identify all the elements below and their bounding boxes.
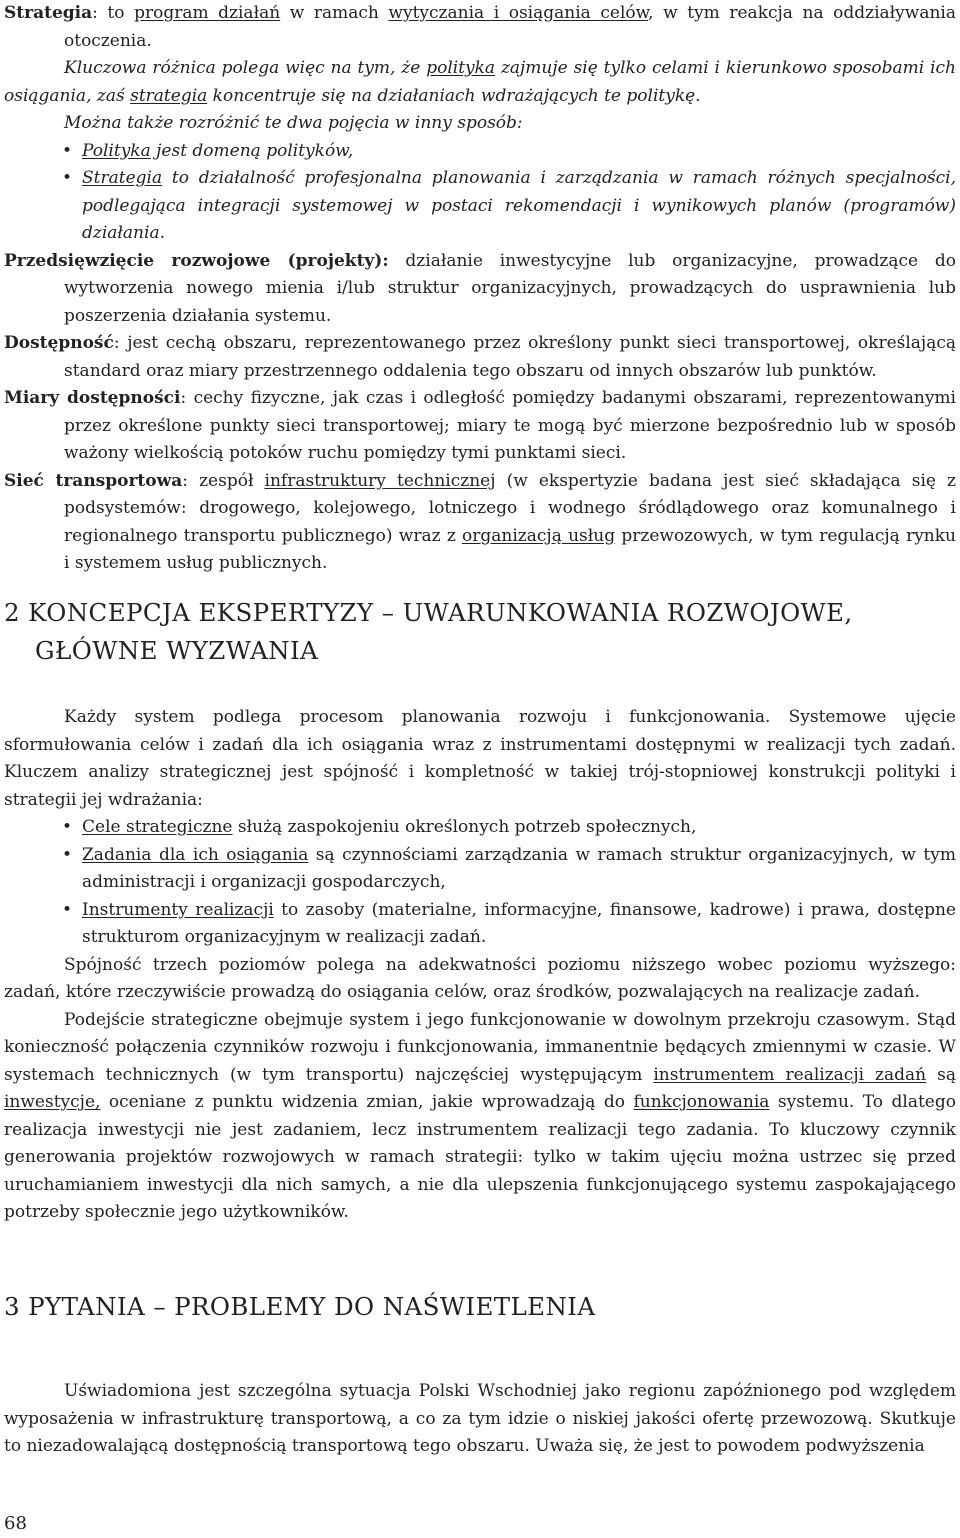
text: w ramach <box>280 3 389 23</box>
text: przewozowych, w tym regulacją rynku i systemem usług publicznych. <box>64 525 957 573</box>
paragraph: Każdy system podlega procesom planowania rozwoju i funkcjonowania. Systemowe ujęcie sformułowania celów i zadań dla ich osiągania wraz z instrumentami dostępnymi w realizacji tych zadań. Kluczem analizy strategicznej jest spójność i kompletność w takiej trój-stopniowej konstrukcji polityki i strategii jej wdrażania: <box>4 707 956 810</box>
text: służą zaspokojeniu określonych potrzeb społecznych, <box>232 817 697 837</box>
underlined-phrase: Zadania dla ich osiągania <box>82 844 309 865</box>
bullet-icon: • <box>62 899 73 920</box>
definition-strategia <box>4 0 956 55</box>
definition-przedsiewziecie <box>4 248 956 331</box>
definition-dostepnosc <box>4 330 956 385</box>
text: to działalność profesjonalna planowania i zarządzania w ramach różnych specjalności, podlegająca integracji systemowej w postaci rekomendacji i wynikowych planów (programów) działania. <box>82 168 956 243</box>
text: oceniane z punktu widzenia zmian, jakie wprowadzają do <box>100 1092 634 1112</box>
text: są <box>926 1064 956 1085</box>
text: : zespół <box>182 470 265 491</box>
text: : cechy fizyczne, jak czas i odległość pomiędzy badanymi obszarami, reprezentowanymi przez określone punkty sieci transportowej; miary te mogą być mierzone bezpośrednio lub w sposób ważony wielkością potoków ruchu pomiędzy tymi punktami sieci. <box>64 388 956 463</box>
underlined-phrase: wytyczania i osiągania celów <box>388 3 649 23</box>
bullet-icon: • <box>62 844 73 865</box>
bullet-icon: • <box>62 168 73 188</box>
definition-siec-transportowa <box>4 468 956 578</box>
paragraph <box>4 1007 956 1227</box>
bullet-list <box>4 814 956 952</box>
underlined-phrase: funkcjonowania <box>633 1092 770 1112</box>
underlined-phrase: program działań <box>134 3 281 23</box>
underlined-phrase: strategia <box>130 85 208 106</box>
definition-miary-dostepnosci <box>4 385 956 468</box>
bullet-icon: • <box>62 817 73 837</box>
paragraph: Uświadomiona jest szczególna sytuacja Polski Wschodniej jako regionu zapóźnionego pod względem wyposażenia w infrastrukturę transportową, a co za tym idzie o niskiej jakości ofertę przewozową. Skutkuje to niezadowalającą dostępnością transportową tego obszaru. Uważa się, że jest to powodem podwyższenia <box>4 1381 956 1456</box>
underlined-phrase: Strategia <box>82 168 163 188</box>
text: Podejście strategiczne obejmuje system i jego funkcjonowanie w dowolnym przekroju czasowym. Stąd konieczność połączenia czynników rozwoju i funkcjonowania, immanentnie będących zmiennymi w czasie. W systemach technicznych (w tym transportu) najczęściej występującym <box>4 1009 956 1085</box>
list-item <box>4 842 956 897</box>
term-przedsiewziecie: Przedsięwzięcie rozwojowe (projekty): <box>4 250 389 271</box>
text: : to <box>92 3 135 23</box>
document-page <box>4 0 956 578</box>
heading-line: GŁÓWNE WYZWANIA <box>35 636 319 665</box>
text: systemu. To dlatego realizacja inwestycji nie jest zadaniem, lecz instrumentem realizacji tego zadania. To kluczowy czynnik generowania projektów rozwojowych w ramach strategii: tylko w takim ujęciu można ustrzec się przed uruchamianiem inwestycji dla nich samych, a nie dla ulepszenia funkcjonującego systemu zaspokajającego potrzeby społecznie jego użytkowników. <box>4 1092 956 1222</box>
text: Kluczowa różnica polega więc na tym, że <box>64 58 427 78</box>
underlined-phrase: organizacją usług <box>462 525 616 546</box>
term-siec-transportowa: Sieć transportowa <box>4 470 183 491</box>
underlined-phrase: infrastruktury technicznej <box>264 470 496 491</box>
text: (w ekspertyzie badana jest sieć składająca się z podsystemów: drogowego, kolejowego, lotniczego i wodnego śródlądowego oraz komunalnego i regionalnego transportu publicznego) wraz z <box>64 470 957 546</box>
text: zajmuje się tylko celami i kierunkowo sposobami ich osiągania, zaś <box>4 58 957 106</box>
text: to zasoby (materialne, informacyjne, finansowe, kadrowe) i prawa, dostępne strukturom organizacyjnym w realizacji zadań. <box>82 899 956 947</box>
section-2-heading <box>4 594 956 670</box>
underlined-phrase: Polityka <box>82 140 151 161</box>
list-item <box>4 165 956 248</box>
underlined-phrase: polityka <box>426 58 496 78</box>
text: : jest cechą obszaru, reprezentowanego przez określony punkt sieci transportowej, określającą standard oraz miary przestrzennego oddalenia tego obszaru od innych obszarów lub punktów. <box>64 333 956 381</box>
list-item <box>4 814 956 842</box>
section-2-title <box>4 594 956 670</box>
bullet-icon: • <box>62 140 73 161</box>
text: koncentruje się na działaniach wdrażających te politykę. <box>207 85 701 106</box>
list-item <box>4 138 956 166</box>
section-2-body <box>4 704 956 1227</box>
paragraph: Spójność trzech poziomów polega na adekwatności poziomu niższego wobec poziomu wyższego: zadań, które rzeczywiście prowadzą do osiągania celów, oraz środków, pozwalających na realizacje zadań. <box>4 954 956 1002</box>
italic-paragraph-intro: Można także rozróżnić te dwa pojęcia w inny sposób: <box>64 113 523 133</box>
list-item <box>4 897 956 952</box>
section-3-body <box>4 1378 956 1461</box>
text: są czynnościami zarządzania w ramach struktur organizacyjnych, w tym administracji i organizacji gospodarczych, <box>82 844 956 892</box>
underlined-phrase: instrumentem realizacji zadań <box>653 1064 927 1085</box>
section-3-heading <box>4 1288 956 1326</box>
italic-paragraph-difference <box>4 55 956 110</box>
underlined-phrase: inwestycje, <box>4 1092 101 1112</box>
term-dostepnosc: Dostępność <box>4 333 114 353</box>
text: działanie inwestycyjne lub organizacyjne, prowadzące do wytworzenia nowego mienia i/lub struktur organizacyjnych, prowadzących do usprawnienia lub poszerzenia działania systemu. <box>64 250 956 326</box>
term-miary-dostepnosci: Miary dostępności <box>4 388 181 408</box>
page-number: 68 <box>4 1513 27 1534</box>
text: , w tym reakcja na oddziaływania otoczenia. <box>64 3 956 51</box>
text: jest domeną polityków, <box>150 140 354 161</box>
term-strategia: Strategia <box>4 3 93 23</box>
section-3-title: 3 PYTANIA – PROBLEMY DO NAŚWIETLENIA <box>4 1292 596 1321</box>
underlined-phrase: Instrumenty realizacji <box>82 899 274 920</box>
heading-line: 2 KONCEPCJA EKSPERTYZY – UWARUNKOWANIA ROZWOJOWE, <box>4 598 853 627</box>
underlined-phrase: Cele strategiczne <box>82 817 233 837</box>
definition-bullet-list <box>4 138 956 248</box>
